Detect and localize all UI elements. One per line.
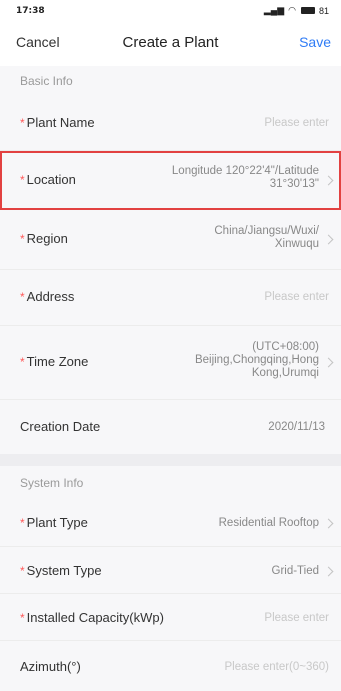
cancel-button[interactable]: Cancel — [16, 34, 60, 50]
section-header-system-info: System Info — [0, 466, 341, 500]
battery-icon — [300, 6, 315, 16]
location-value: Longitude 120°22'4"/Latitude 31°30'13" — [171, 165, 319, 190]
required-marker: * — [20, 516, 25, 530]
status-time: 17:38 — [16, 6, 45, 16]
region-row[interactable] — [0, 210, 341, 270]
status-icons — [264, 5, 329, 16]
address-label: * Address — [20, 289, 75, 304]
installed-capacity-input[interactable]: Please enter — [264, 612, 329, 624]
section-header-basic-info: Basic Info — [0, 66, 341, 96]
creation-date-value: 2020/11/13 — [268, 421, 325, 433]
required-marker: * — [20, 355, 25, 369]
installed-capacity-row[interactable] — [0, 594, 341, 641]
signal-icon: ▂▄▆ — [263, 5, 285, 15]
section-divider — [0, 454, 341, 466]
plant-type-value: Residential Rooftop — [218, 517, 319, 529]
required-marker: * — [20, 611, 25, 625]
time-zone-value: (UTC+08:00) Beijing,Chongqing,Hong Kong,Urumqi — [194, 341, 319, 379]
installed-capacity-label: * Installed Capacity(kWp) — [20, 610, 164, 625]
region-value: China/Jiangsu/Wuxi/ Xinwuqu — [214, 225, 319, 250]
chevron-right-icon — [324, 519, 334, 529]
creation-date-row — [0, 400, 341, 454]
address-row[interactable] — [0, 270, 341, 326]
required-marker: * — [20, 290, 25, 304]
required-marker: * — [20, 116, 25, 130]
chevron-right-icon — [324, 567, 334, 577]
plant-type-row[interactable] — [0, 500, 341, 547]
location-row[interactable] — [0, 151, 341, 210]
required-marker: * — [20, 232, 25, 246]
creation-date-label: Creation Date — [20, 419, 101, 434]
required-marker: * — [20, 173, 25, 187]
time-zone-row[interactable] — [0, 326, 341, 400]
time-zone-label: * Time Zone — [20, 354, 89, 369]
system-type-row[interactable] — [0, 547, 341, 594]
plant-name-row[interactable] — [0, 96, 341, 151]
azimuth-input[interactable]: Please enter(0~360) — [224, 661, 329, 673]
chevron-right-icon — [324, 358, 334, 368]
plant-type-label: * Plant Type — [20, 515, 88, 530]
nav-bar — [0, 22, 341, 66]
chevron-right-icon — [324, 176, 334, 186]
chevron-right-icon — [324, 235, 334, 245]
page-title: Create a Plant — [122, 34, 219, 51]
status-bar — [0, 0, 341, 22]
system-type-label: * System Type — [20, 563, 102, 578]
plant-name-label: * Plant Name — [20, 115, 95, 130]
address-input[interactable]: Please enter — [264, 291, 329, 303]
battery-level: 81 — [318, 5, 329, 16]
azimuth-row[interactable] — [0, 641, 341, 691]
required-marker: * — [20, 564, 25, 578]
wifi-icon: ◠ — [288, 5, 296, 15]
azimuth-label: Azimuth(°) — [20, 659, 81, 674]
plant-name-input[interactable]: Please enter — [264, 117, 329, 129]
region-label: * Region — [20, 231, 68, 246]
location-label: * Location — [20, 172, 76, 187]
system-type-value: Grid-Tied — [271, 565, 319, 577]
save-button[interactable]: Save — [299, 34, 331, 50]
